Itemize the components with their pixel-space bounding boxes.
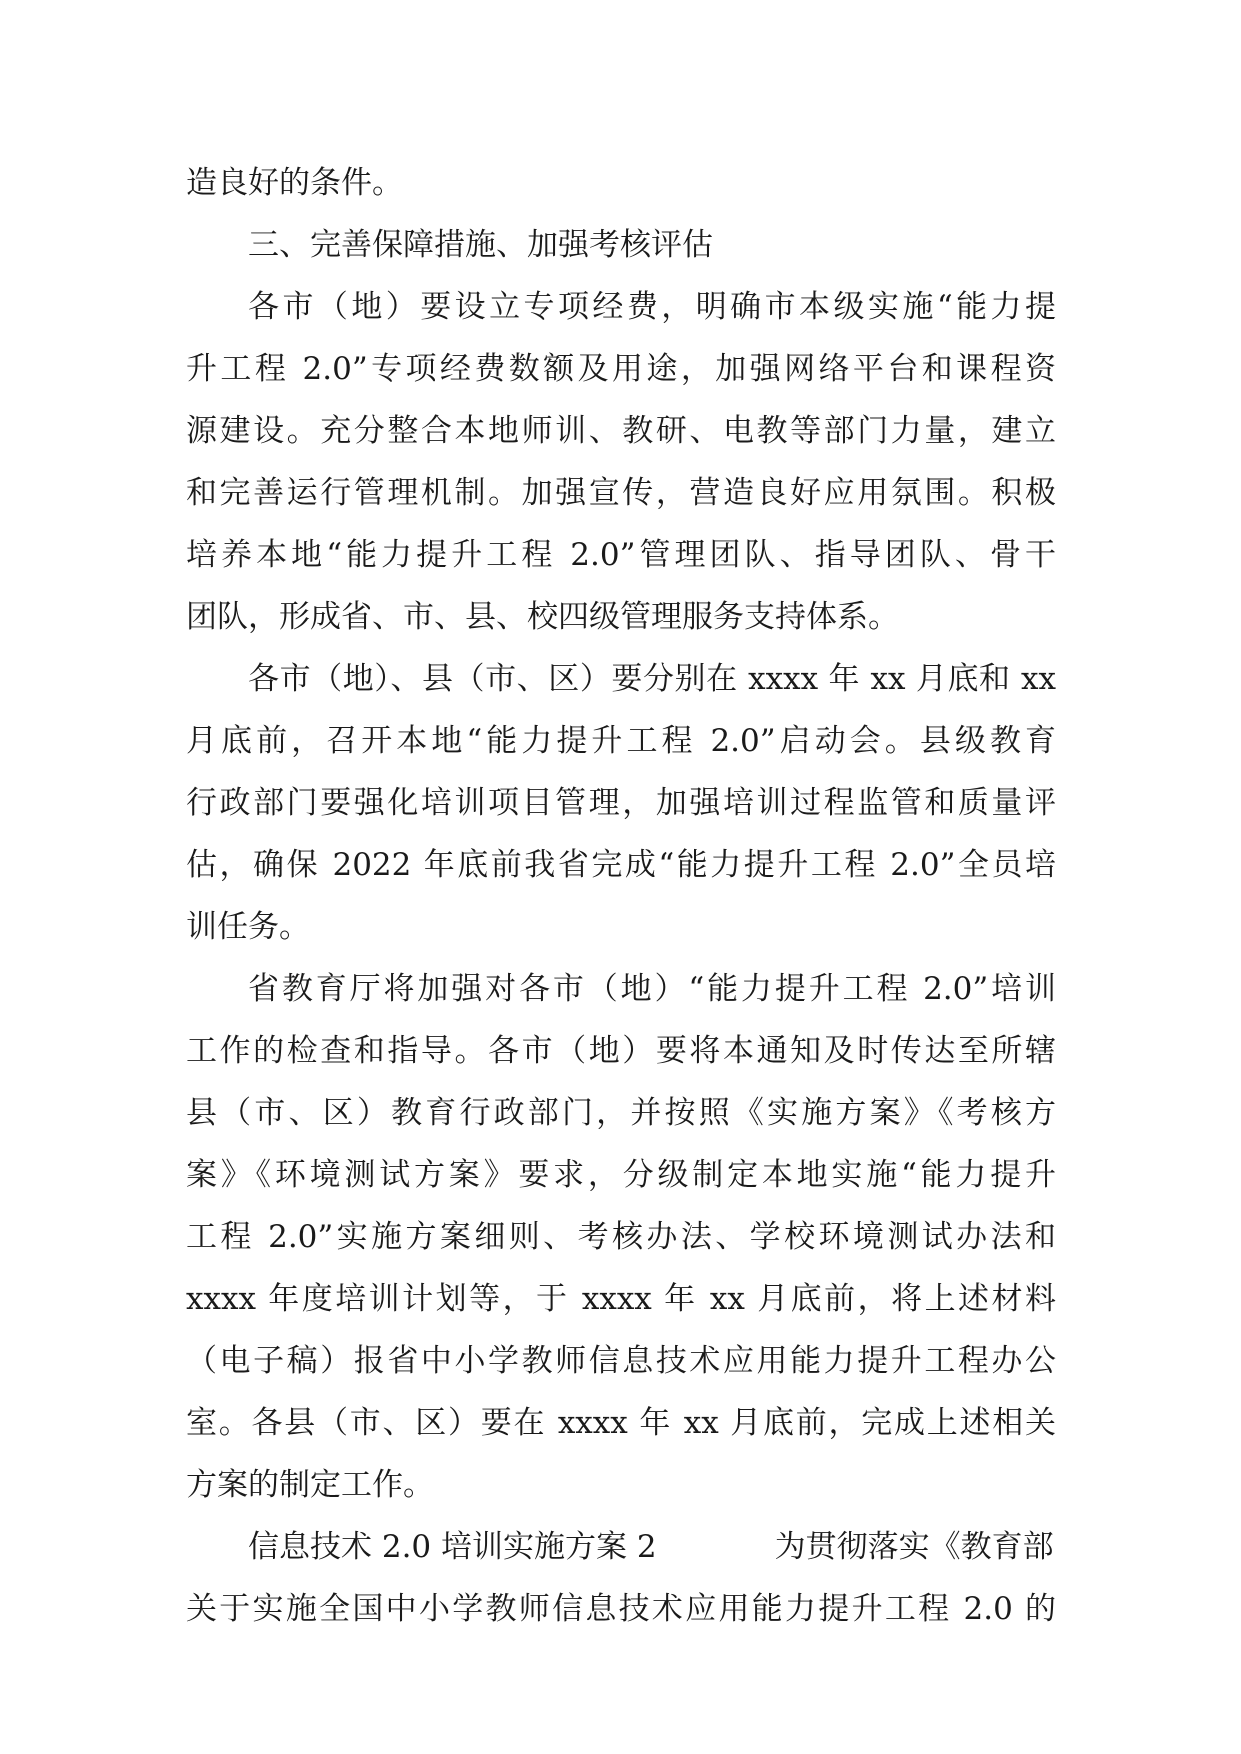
paragraph-line: 估，确保 2022 年底前我省完成“能力提升工程 2.0”全员培 [186, 847, 1056, 883]
paragraph-line: 关于实施全国中小学教师信息技术应用能力提升工程 2.0 的 [186, 1591, 1056, 1627]
section-heading: 三、完善保障措施、加强考核评估 [248, 227, 713, 263]
paragraph-line: 训任务。 [186, 909, 310, 945]
paragraph-line: 室。各县（市、区）要在 xxxx 年 xx 月底前，完成上述相关 [186, 1405, 1056, 1441]
paragraph-line: （电子稿）报省中小学教师信息技术应用能力提升工程办公 [186, 1343, 1056, 1379]
paragraph-line: 升工程 2.0”专项经费数额及用途，加强网络平台和课程资 [186, 351, 1056, 387]
paragraph-line: 县（市、区）教育行政部门，并按照《实施方案》《考核方 [186, 1095, 1056, 1131]
paragraph-line: xxxx 年度培训计划等，于 xxxx 年 xx 月底前，将上述材料 [186, 1281, 1056, 1317]
paragraph-line: 源建设。充分整合本地师训、教研、电教等部门力量，建立 [186, 413, 1056, 449]
paragraph-line: 工作的检查和指导。各市（地）要将本通知及时传达至所辖 [186, 1033, 1056, 1069]
paragraph-line: 各市（地）、县（市、区）要分别在 xxxx 年 xx 月底和 xx [248, 661, 1056, 697]
paragraph-line: 行政部门要强化培训项目管理，加强培训过程监管和质量评 [186, 785, 1056, 821]
paragraph-line: 方案的制定工作。 [186, 1467, 434, 1503]
paragraph-line: 造良好的条件。 [186, 165, 403, 201]
paragraph-line: 和完善运行管理机制。加强宣传，营造良好应用氛围。积极 [186, 475, 1056, 511]
scheme-title: 信息技术 2.0 培训实施方案 2 [248, 1529, 657, 1565]
paragraph-line: 培养本地“能力提升工程 2.0”管理团队、指导团队、骨干 [186, 537, 1056, 573]
paragraph-line: 工程 2.0”实施方案细则、考核办法、学校环境测试办法和 [186, 1219, 1056, 1255]
paragraph-line: 各市（地）要设立专项经费，明确市本级实施“能力提 [248, 289, 1056, 325]
paragraph-line: 案》《环境测试方案》要求，分级制定本地实施“能力提升 [186, 1157, 1056, 1193]
paragraph-line: 省教育厅将加强对各市（地）“能力提升工程 2.0”培训 [248, 971, 1056, 1007]
paragraph-line: 团队，形成省、市、县、校四级管理服务支持体系。 [186, 599, 899, 635]
paragraph-line [248, 1521, 1056, 1573]
paragraph-line: 月底前，召开本地“能力提升工程 2.0”启动会。县级教育 [186, 723, 1056, 759]
paragraph-text: 为贯彻落实《教育部 [774, 1529, 1054, 1565]
